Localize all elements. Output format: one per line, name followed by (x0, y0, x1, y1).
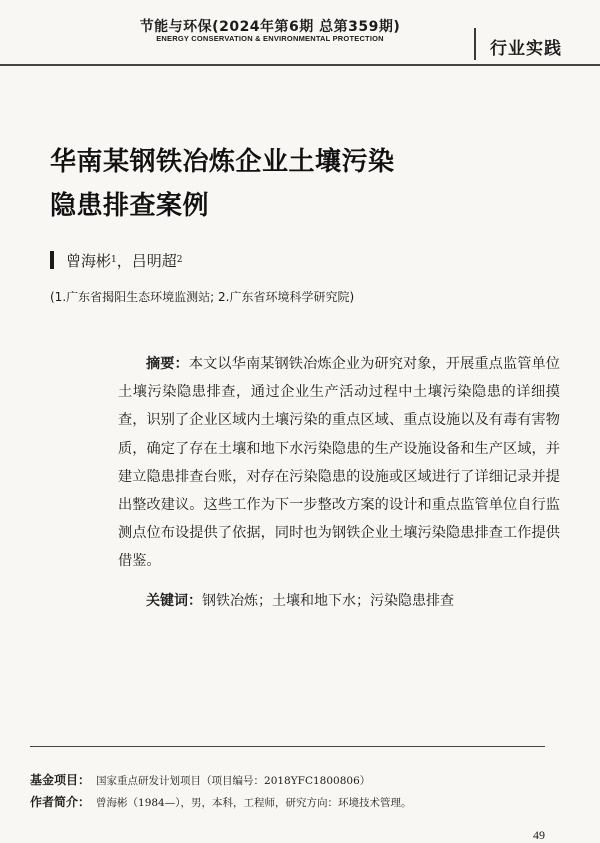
author-bio-label: 作者简介： (30, 795, 91, 809)
article-title-line-1: 华南某钢铁冶炼企业土壤污染 (50, 147, 395, 177)
author-separator: ， (116, 251, 132, 270)
author-marker-bar (50, 251, 54, 269)
article-title-line-2: 隐患排查案例 (50, 191, 210, 221)
article-title (50, 140, 550, 228)
author-name-1: 曾海彬 (66, 251, 112, 270)
fund-label: 基金项目： (30, 773, 91, 787)
journal-subtitle: ENERGY CONSERVATION & ENVIRONMENTAL PROTECTION (156, 34, 384, 43)
author-bio-text: 曾海彬（1984—），男，本科，工程师，研究方向：环境技术管理。 (96, 797, 412, 809)
affiliations: (1.广东省揭阳生态环境监测站; 2.广东省环境科学研究院) (50, 290, 355, 304)
fund-text: 国家重点研发计划项目（项目编号：2018YFC1800806） (96, 775, 371, 787)
abstract-text: 本文以华南某钢铁冶炼企业为研究对象，开展重点监管单位土壤污染隐患排查，通过企业生产活动过程中土壤污染隐患的详细摸查，识别了企业区域内土壤污染的重点区域、重点设施以及有毒有害物质，确定了存在土壤和地下水污染隐患的生产设施设备和生产区域，并建立隐患排查台账，对存在污染隐患的设施或区域进行了详细记录并提出整改建议。这些工作为下一步整改方案的设计和重点监管单位自行监测点位布设提供了依据，同时也为钢铁企业土壤污染隐患排查工作提供借鉴。 (118, 356, 560, 570)
header-rule (0, 64, 600, 66)
header-divider (474, 28, 476, 60)
fund-footnote (30, 771, 370, 788)
author-bio-footnote (30, 793, 412, 810)
author-affiliation-mark-1: 1 (111, 255, 117, 265)
author-line (50, 250, 183, 270)
page-number: 49 (533, 828, 545, 842)
abstract-label: 摘要： (146, 356, 189, 372)
journal-title: 节能与环保(2024年第6期 总第359期) (139, 19, 401, 35)
keywords (146, 590, 454, 610)
author-name-2: 吕明超 (131, 251, 177, 270)
section-label: 行业实践 (490, 39, 562, 59)
footnote-rule (30, 746, 545, 747)
journal-header (0, 0, 600, 70)
keywords-label: 关键词： (146, 593, 202, 609)
abstract (118, 350, 560, 576)
author-affiliation-mark-2: 2 (176, 255, 183, 265)
keywords-text: 钢铁冶炼；土壤和地下水；污染隐患排查 (202, 593, 454, 609)
